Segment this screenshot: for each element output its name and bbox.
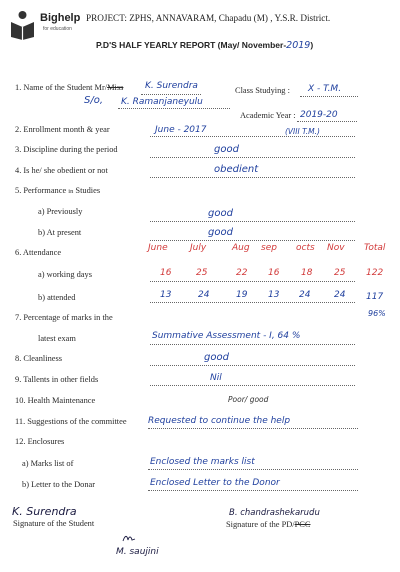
academic-year-value: 2019-20: [300, 110, 338, 120]
marks-list-label: a) Marks list of: [22, 459, 74, 468]
report-year: 2019: [286, 40, 311, 51]
marks-value: Summative Assessment - I, 64 %: [152, 331, 301, 341]
attended-cell: 24: [334, 290, 346, 300]
pd-signature: B. chandrashekarudu: [229, 508, 320, 518]
enrollment-value: June - 2017: [155, 125, 207, 135]
attendance-month: Nov: [327, 243, 345, 253]
obedient-value: obedient: [214, 164, 259, 175]
attended-cell: 24: [198, 290, 210, 300]
class-value: X - T.M.: [308, 84, 342, 94]
letter-label: b) Letter to the Donar: [22, 480, 96, 489]
previously-value: good: [208, 208, 233, 219]
initials-mark-icon: [122, 530, 136, 548]
present-label: b) At present: [38, 228, 82, 237]
academic-year-label: Academic Year :: [240, 111, 296, 120]
suggestions-value: Requested to continue the help: [148, 416, 291, 426]
talents-value: Nil: [210, 373, 222, 383]
talents-label: 9. Tallents in other fields: [15, 375, 99, 384]
attendance-month: Aug: [232, 243, 250, 253]
working-days-cell: 16: [268, 268, 280, 278]
cleanliness-value: good: [204, 352, 229, 363]
name-label: 1. Name of the Student Mr/Miss: [15, 83, 124, 92]
previously-label: a) Previously: [38, 207, 83, 216]
class-label: Class Studying :: [235, 86, 290, 95]
attendance-month: octs: [296, 243, 315, 253]
marks-list-value: Enclosed the marks list: [150, 457, 255, 467]
discipline-value: good: [214, 144, 239, 155]
working-days-cell: 18: [301, 268, 313, 278]
project-line: PROJECT: ZPHS, ANNAVARAM, Chapadu (M) , Y.S.R. District.: [86, 13, 331, 23]
percent-note: 96%: [368, 309, 386, 318]
obedient-label: 4. Is he/ she obedient or not: [15, 166, 108, 175]
present-value: good: [208, 227, 233, 238]
performance-label: 5. Performance in Studies: [15, 186, 101, 195]
health-value: Poor/ good: [228, 395, 269, 404]
brand-tagline: for education: [43, 26, 72, 32]
working-days-cell: 16: [160, 268, 172, 278]
attendance-month: June: [148, 243, 168, 253]
enrollment-label: 2. Enrollment month & year: [15, 125, 110, 134]
discipline-label: 3. Discipline during the period: [15, 145, 118, 154]
suggestions-label: 11. Suggestions of the committee: [15, 417, 127, 426]
enrollment-class: (VIII T.M.): [285, 127, 320, 136]
brand-name: Bighelp: [40, 12, 81, 24]
working-days-cell: 25: [196, 268, 208, 278]
bighelp-logo-icon: [9, 10, 36, 40]
enclosures-label: 12. Enclosures: [15, 437, 65, 446]
attendance-month: Total: [364, 243, 386, 253]
working-days-label: a) working days: [38, 270, 92, 279]
student-name-value: K. Surendra: [145, 81, 198, 91]
attended-cell: 13: [160, 290, 172, 300]
attended-label: b) attended: [38, 293, 76, 302]
working-days-cell: 122: [366, 268, 384, 278]
marks-label-line2: latest exam: [38, 334, 76, 343]
working-days-cell: 22: [236, 268, 248, 278]
pd-signature-label: Signature of the PD/PCC: [226, 520, 311, 529]
marks-label-line1: 7. Percentage of marks in the: [15, 313, 113, 322]
working-days-cell: 25: [334, 268, 346, 278]
father-name-value: K. Ramanjaneyulu: [121, 97, 203, 107]
attendance-label: 6. Attendance: [15, 248, 62, 257]
attendance-month: July: [190, 243, 207, 253]
bottom-signature: M. saujini: [116, 547, 159, 557]
report-title: P.D'S HALF YEARLY REPORT (May/ November-2019): [96, 40, 314, 51]
student-signature: K. Surendra: [12, 505, 77, 518]
attended-cell: 13: [268, 290, 280, 300]
son-of-prefix: S/o,: [84, 95, 104, 106]
attended-cell: 19: [236, 290, 248, 300]
attended-cell: 24: [299, 290, 311, 300]
health-label: 10. Health Maintenance: [15, 396, 96, 405]
student-signature-label: Signature of the Student: [13, 519, 95, 528]
attendance-month: sep: [261, 243, 277, 253]
attended-cell: 117: [366, 292, 384, 302]
cleanliness-label: 8. Cleanliness: [15, 354, 62, 363]
letter-value: Enclosed Letter to the Donor: [150, 478, 280, 488]
